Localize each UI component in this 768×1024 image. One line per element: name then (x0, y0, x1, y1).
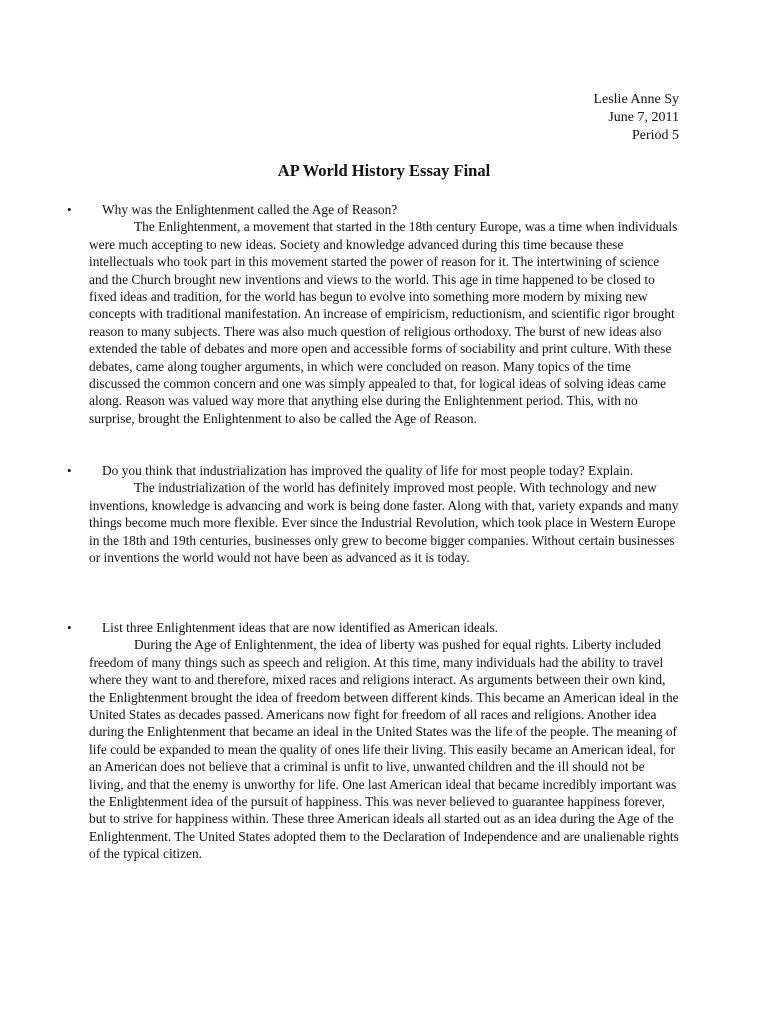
answer-text: The industrialization of the world has definitely improved most people. With technology and new inventions, knowledge is advancing and work is being done faster. Along with that, variety expands and many things become much more flexible. Ever since the Industrial Revolution, which took place in Western Europe in the 18th and 19th centuries, businesses only grew to become bigger companies. Without certain businesses or inventions the world would not have been as advanced as it is today. (89, 480, 679, 566)
question-text: Why was the Enlightenment called the Age of Reason? (102, 202, 398, 217)
class-period: Period 5 (631, 128, 679, 143)
question-text: Do you think that industrialization has improved the quality of life for most people today? Explain. (102, 463, 634, 478)
question-section-2 (67, 462, 681, 566)
header-block (593, 91, 679, 145)
question-text: List three Enlightenment ideas that are now identified as American ideals. (102, 620, 499, 635)
question-section-1 (67, 201, 681, 427)
question-section-3 (67, 619, 681, 863)
answer-text: The Enlightenment, a movement that started in the 18th century Europe, was a time when individuals were much accepting to new ideas. Society and knowledge advanced during this time because these intellectuals who took part in this movement started the power of reason for it. The intertwining of science and the Church brought new inventions and views to the world. This age in time happened to be closed to fixed ideas and tradition, for the world has begun to evolve into something more modern by mixing new concepts with traditional manifestation. An increase of empiricism, reductionism, and scientific rigor brought reason to many subjects. There was also much question of religious orthodoxy. The burst of new ideas also extended the table of debates and more open and accessible forms of sociability and print culture. With these debates, came along tougher arguments, in which were concluded on reason. Many topics of the time discussed the common concern and one was simply appealed to that, for logical ideas of solving ideas came along. Reason was valued way more that anything else during the Enlightenment period. This, with no surprise, brought the Enlightenment to also be called the Age of Reason. (89, 219, 678, 426)
essay-title: AP World History Essay Final (277, 161, 491, 180)
bullet-icon: • (67, 202, 72, 217)
essay-date: June 7, 2011 (608, 110, 679, 125)
answer-text: During the Age of Enlightenment, the idea of liberty was pushed for equal rights. Liberty included freedom of many things such as speech and religion. At this time, many individuals had the ability to travel where they want to and therefore, mixed races and religions interact. As arguments between their own kind, the Enlightenment brought the idea of freedom between different kinds. This became an American ideal in the United States as decades passed. Americans now fight for freedom of all races and religions. Another idea during the Enlightenment that became an ideal in the United States was the life of the people. The meaning of life could be expanded to mean the quality of ones life their living. This easily became an American ideal, for an American does not believe that a criminal is unfit to live, unwanted children and the ill should not be living, and that the enemy is unworthy for life. One last American ideal that became incredibly important was the Enlightenment idea of the pursuit of happiness. This was never believed to guarantee happiness forever, but to strive for happiness within. These three American ideals all started out as an idea during the Age of the Enlightenment. The United States adopted them to the Declaration of Independence and are unalienable rights of the typical citizen. (89, 637, 679, 862)
author-name: Leslie Anne Sy (593, 92, 679, 107)
bullet-icon: • (67, 463, 72, 478)
bullet-icon: • (67, 620, 72, 635)
